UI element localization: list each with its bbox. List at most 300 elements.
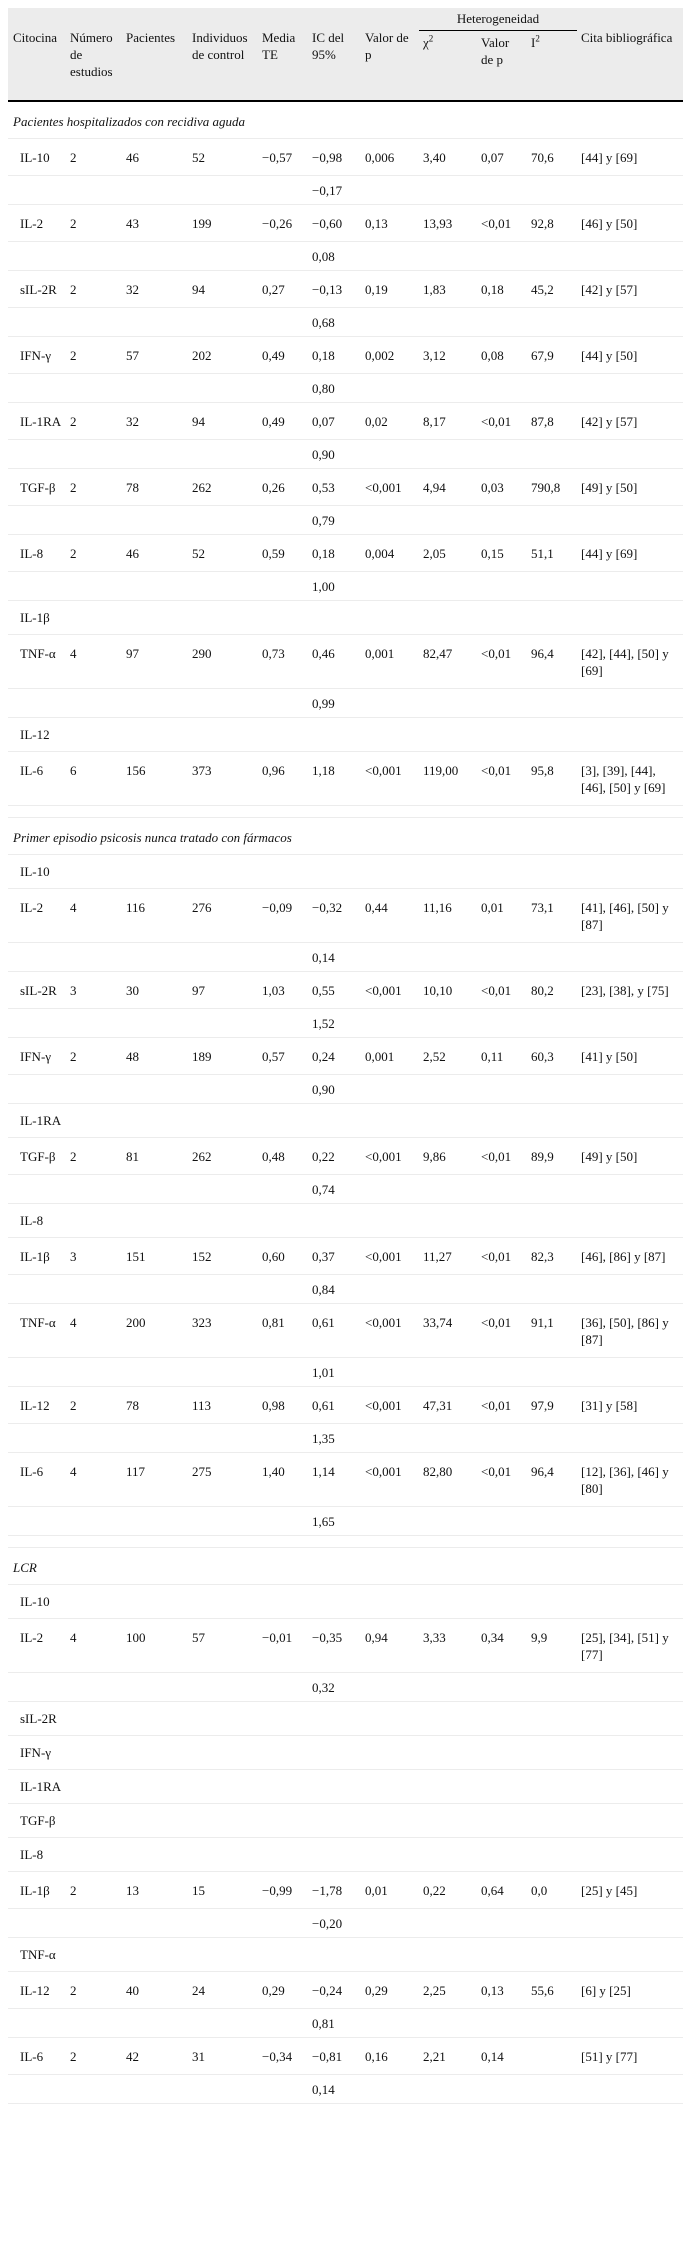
table-row [8, 403, 683, 440]
cell-studies: 2 [66, 1387, 122, 1424]
cell-studies: 4 [66, 1304, 122, 1358]
cell-cytokine: IL-2 [8, 1619, 66, 1673]
table-row [8, 718, 683, 752]
cell-controls: 262 [188, 1138, 258, 1175]
cell-empty [188, 506, 258, 535]
cell-studies: 4 [66, 1619, 122, 1673]
cell-ci-low: −1,78 [308, 1872, 361, 1909]
cell-cytokine: TGF-β [8, 469, 66, 506]
cell-mean-te: 0,48 [258, 1138, 308, 1175]
table-row-continuation [8, 2009, 683, 2038]
cell-cytokine: TNF-α [8, 635, 66, 689]
cell-p-value: 0,006 [361, 139, 419, 176]
table-header [8, 8, 683, 101]
cell-empty [258, 1358, 308, 1387]
cell-p-value: <0,001 [361, 752, 419, 806]
cell-patients: 43 [122, 205, 188, 242]
cell-empty [66, 1424, 122, 1453]
cell-empty [577, 2009, 683, 2038]
cell-empty [419, 242, 477, 271]
cell-empty [361, 2009, 419, 2038]
cell-empty [66, 1175, 122, 1204]
cell-ci-high: −0,20 [308, 1909, 361, 1938]
cell-controls [188, 1702, 258, 1736]
cell-studies: 2 [66, 1138, 122, 1175]
cell-empty [477, 440, 527, 469]
cell-empty [188, 440, 258, 469]
table-row [8, 855, 683, 889]
cell-studies [66, 1104, 122, 1138]
cell-het-p: 0,13 [477, 1972, 527, 2009]
table-row-continuation [8, 572, 683, 601]
cell-mean-te [258, 1736, 308, 1770]
table-row [8, 635, 683, 689]
cell-empty [188, 308, 258, 337]
cell-patients [122, 1104, 188, 1138]
cell-patients [122, 1204, 188, 1238]
cell-controls: 52 [188, 535, 258, 572]
cell-controls: 323 [188, 1304, 258, 1358]
cell-ci-high: 0,68 [308, 308, 361, 337]
cell-mean-te [258, 1770, 308, 1804]
table-row [8, 1702, 683, 1736]
cell-empty [419, 2009, 477, 2038]
cell-het-p: <0,01 [477, 1238, 527, 1275]
cell-cytokine: sIL-2R [8, 1702, 66, 1736]
cell-cytokine: IL-10 [8, 855, 66, 889]
table-row [8, 1619, 683, 1673]
cell-ci-high: −0,17 [308, 176, 361, 205]
cell-controls [188, 1104, 258, 1138]
cell-het-p [477, 718, 527, 752]
table-row-continuation [8, 1075, 683, 1104]
cell-p-value: 0,94 [361, 1619, 419, 1673]
cell-empty [527, 1009, 577, 1038]
cell-empty [122, 2009, 188, 2038]
cell-empty [577, 1275, 683, 1304]
cell-het-p: <0,01 [477, 752, 527, 806]
cell-ci-low: −0,13 [308, 271, 361, 308]
cell-mean-te: −0,99 [258, 1872, 308, 1909]
cell-p-value: 0,001 [361, 1038, 419, 1075]
cell-mean-te [258, 1585, 308, 1619]
cell-chi2: 11,27 [419, 1238, 477, 1275]
table-row [8, 1204, 683, 1238]
header-valor-p: Valor de p [361, 8, 419, 101]
cell-empty [361, 2075, 419, 2104]
cell-i2: 96,4 [527, 635, 577, 689]
cell-empty [527, 1909, 577, 1938]
cell-p-value [361, 1838, 419, 1872]
cell-chi2 [419, 1736, 477, 1770]
cell-empty [122, 1424, 188, 1453]
cell-reference: [41], [46], [50] y [87] [577, 889, 683, 943]
section-title: Primer episodio psicosis nunca tratado con fármacos [8, 818, 683, 855]
cell-cytokine: IL-6 [8, 752, 66, 806]
cell-studies: 4 [66, 1453, 122, 1507]
cell-mean-te [258, 1104, 308, 1138]
header-chi2 [419, 31, 477, 102]
cell-ci-low: −0,60 [308, 205, 361, 242]
cell-empty [477, 2075, 527, 2104]
cell-het-p: 0,11 [477, 1038, 527, 1075]
cell-chi2: 11,16 [419, 889, 477, 943]
cell-controls [188, 1938, 258, 1972]
cell-empty [577, 1175, 683, 1204]
cell-cytokine: IL-8 [8, 1838, 66, 1872]
cell-patients: 42 [122, 2038, 188, 2075]
cell-empty [188, 1358, 258, 1387]
cell-empty [258, 1909, 308, 1938]
cell-patients: 200 [122, 1304, 188, 1358]
cell-studies [66, 1736, 122, 1770]
cell-empty [258, 689, 308, 718]
cell-mean-te [258, 1938, 308, 1972]
cell-reference: [42], [44], [50] y [69] [577, 635, 683, 689]
cell-het-p: <0,01 [477, 1138, 527, 1175]
cell-empty [122, 1507, 188, 1536]
cell-reference [577, 601, 683, 635]
cell-i2 [527, 1104, 577, 1138]
cytokine-meta-analysis-table [8, 8, 683, 2104]
cell-empty [527, 440, 577, 469]
cell-controls: 57 [188, 1619, 258, 1673]
cell-empty [577, 1507, 683, 1536]
cell-chi2: 9,86 [419, 1138, 477, 1175]
cell-chi2 [419, 601, 477, 635]
table-row [8, 1804, 683, 1838]
cell-empty [66, 1009, 122, 1038]
cell-reference [577, 855, 683, 889]
cell-mean-te: 0,81 [258, 1304, 308, 1358]
cell-empty [477, 176, 527, 205]
cell-empty [419, 1358, 477, 1387]
cell-empty [361, 1009, 419, 1038]
cell-empty [122, 1358, 188, 1387]
cell-empty [577, 689, 683, 718]
cell-empty [258, 1507, 308, 1536]
cell-het-p: 0,15 [477, 535, 527, 572]
cell-controls: 52 [188, 139, 258, 176]
cell-empty [122, 440, 188, 469]
cell-p-value: <0,001 [361, 972, 419, 1009]
cell-chi2: 10,10 [419, 972, 477, 1009]
table-row [8, 1104, 683, 1138]
cell-mean-te [258, 855, 308, 889]
header-numero-estudios: Número de estudios [66, 8, 122, 101]
cell-empty [527, 572, 577, 601]
table-row [8, 1736, 683, 1770]
cell-empty [8, 1175, 66, 1204]
cell-empty [361, 308, 419, 337]
cell-controls [188, 855, 258, 889]
cell-ci-low: 0,61 [308, 1387, 361, 1424]
cell-chi2 [419, 1838, 477, 1872]
cell-empty [419, 1275, 477, 1304]
table-row [8, 1138, 683, 1175]
table-row-continuation [8, 506, 683, 535]
cell-studies: 2 [66, 1872, 122, 1909]
cell-reference [577, 1104, 683, 1138]
cell-het-p: <0,01 [477, 1453, 527, 1507]
cell-patients [122, 855, 188, 889]
table-row [8, 972, 683, 1009]
cell-p-value [361, 1104, 419, 1138]
cell-patients: 46 [122, 535, 188, 572]
cell-chi2 [419, 1804, 477, 1838]
cell-empty [66, 374, 122, 403]
cell-reference: [25] y [45] [577, 1872, 683, 1909]
table-row-continuation [8, 1175, 683, 1204]
cell-empty [419, 572, 477, 601]
cell-studies [66, 1204, 122, 1238]
table-row-continuation [8, 440, 683, 469]
cell-empty [66, 1507, 122, 1536]
cell-empty [122, 572, 188, 601]
cell-p-value: 0,16 [361, 2038, 419, 2075]
cell-empty [188, 1175, 258, 1204]
cell-controls: 290 [188, 635, 258, 689]
section-title: LCR [8, 1548, 683, 1585]
cell-empty [527, 2009, 577, 2038]
cell-empty [8, 1075, 66, 1104]
cell-empty [122, 2075, 188, 2104]
cell-empty [122, 506, 188, 535]
cell-i2 [527, 1702, 577, 1736]
cell-reference: [42] y [57] [577, 271, 683, 308]
cell-reference: [51] y [77] [577, 2038, 683, 2075]
cell-chi2: 47,31 [419, 1387, 477, 1424]
section-header [8, 101, 683, 139]
cell-controls: 94 [188, 271, 258, 308]
cell-patients: 78 [122, 469, 188, 506]
cell-chi2: 13,93 [419, 205, 477, 242]
cell-empty [66, 1909, 122, 1938]
cell-chi2 [419, 1770, 477, 1804]
cell-p-value: 0,29 [361, 1972, 419, 2009]
cell-empty [419, 1009, 477, 1038]
cell-empty [361, 176, 419, 205]
cell-p-value [361, 1702, 419, 1736]
table-row [8, 601, 683, 635]
cell-studies: 2 [66, 469, 122, 506]
cell-empty [477, 572, 527, 601]
cell-empty [477, 2009, 527, 2038]
cell-i2 [527, 601, 577, 635]
cell-patients: 81 [122, 1138, 188, 1175]
cell-p-value [361, 718, 419, 752]
cell-cytokine: IL-12 [8, 1387, 66, 1424]
cell-patients: 117 [122, 1453, 188, 1507]
cell-empty [361, 1507, 419, 1536]
cell-mean-te [258, 1838, 308, 1872]
header-het-valor-p: Valor de p [477, 31, 527, 102]
cell-cytokine: TNF-α [8, 1938, 66, 1972]
cell-controls: 276 [188, 889, 258, 943]
table-row-continuation [8, 1358, 683, 1387]
cell-empty [8, 2075, 66, 2104]
cell-i2: 55,6 [527, 1972, 577, 2009]
cell-empty [188, 374, 258, 403]
cell-chi2: 3,33 [419, 1619, 477, 1673]
cell-empty [419, 943, 477, 972]
cell-empty [258, 1075, 308, 1104]
cell-i2: 87,8 [527, 403, 577, 440]
cell-empty [188, 2009, 258, 2038]
cell-i2: 96,4 [527, 1453, 577, 1507]
cell-empty [188, 943, 258, 972]
cell-ci-low: −0,81 [308, 2038, 361, 2075]
cell-patients [122, 1770, 188, 1804]
cell-controls: 189 [188, 1038, 258, 1075]
cell-controls: 113 [188, 1387, 258, 1424]
cell-ci-low [308, 1204, 361, 1238]
table-row [8, 1770, 683, 1804]
cell-i2: 97,9 [527, 1387, 577, 1424]
cell-patients [122, 1702, 188, 1736]
cell-patients: 156 [122, 752, 188, 806]
cell-het-p: <0,01 [477, 1387, 527, 1424]
cell-ci-low: 0,46 [308, 635, 361, 689]
cell-studies: 2 [66, 139, 122, 176]
cell-p-value [361, 1804, 419, 1838]
cell-mean-te: 0,49 [258, 403, 308, 440]
cell-empty [477, 374, 527, 403]
cell-chi2: 82,80 [419, 1453, 477, 1507]
cell-cytokine: IL-6 [8, 1453, 66, 1507]
cell-controls: 202 [188, 337, 258, 374]
cell-controls [188, 1770, 258, 1804]
cell-empty [66, 1075, 122, 1104]
cell-empty [258, 242, 308, 271]
cell-chi2: 1,83 [419, 271, 477, 308]
cell-empty [419, 1075, 477, 1104]
cell-mean-te: 0,29 [258, 1972, 308, 2009]
cell-empty [122, 1275, 188, 1304]
cell-mean-te: 0,98 [258, 1387, 308, 1424]
cell-empty [477, 308, 527, 337]
cell-chi2 [419, 855, 477, 889]
cell-mean-te: 0,59 [258, 535, 308, 572]
cell-reference: [3], [39], [44], [46], [50] y [69] [577, 752, 683, 806]
cell-ci-low [308, 601, 361, 635]
cell-empty [188, 176, 258, 205]
cell-i2: 45,2 [527, 271, 577, 308]
cell-patients [122, 1804, 188, 1838]
cell-i2: 73,1 [527, 889, 577, 943]
cell-empty [527, 1673, 577, 1702]
cell-cytokine: TGF-β [8, 1804, 66, 1838]
cell-empty [122, 1009, 188, 1038]
cell-p-value: 0,002 [361, 337, 419, 374]
cell-ci-low: 0,61 [308, 1304, 361, 1358]
cell-het-p: 0,14 [477, 2038, 527, 2075]
table-row-continuation [8, 1673, 683, 1702]
cell-reference [577, 1770, 683, 1804]
cell-empty [66, 2009, 122, 2038]
cell-ci-low [308, 1736, 361, 1770]
cell-ci-low [308, 1702, 361, 1736]
cell-het-p: 0,07 [477, 139, 527, 176]
cell-empty [477, 1673, 527, 1702]
cell-studies [66, 1804, 122, 1838]
cell-empty [419, 1673, 477, 1702]
cell-patients [122, 601, 188, 635]
chi-superscript: 2 [428, 33, 434, 44]
cell-het-p: 0,64 [477, 1872, 527, 1909]
cell-empty [258, 1673, 308, 1702]
cell-patients: 46 [122, 139, 188, 176]
section-header [8, 818, 683, 855]
cell-empty [8, 1909, 66, 1938]
cell-mean-te: −0,01 [258, 1619, 308, 1673]
cell-ci-high: 0,80 [308, 374, 361, 403]
cell-empty [258, 1175, 308, 1204]
section-header [8, 1548, 683, 1585]
cell-empty [258, 440, 308, 469]
i-symbol: I [531, 35, 536, 50]
cell-studies [66, 1938, 122, 1972]
cell-het-p: <0,01 [477, 1304, 527, 1358]
header-media-te: Media TE [258, 8, 308, 101]
cell-empty [66, 572, 122, 601]
cell-cytokine: TGF-β [8, 1138, 66, 1175]
table-row-continuation [8, 1909, 683, 1938]
cell-i2: 70,6 [527, 139, 577, 176]
cell-ci-high: 1,01 [308, 1358, 361, 1387]
cell-empty [122, 943, 188, 972]
table-row [8, 1453, 683, 1507]
cell-studies [66, 601, 122, 635]
cell-mean-te: 0,27 [258, 271, 308, 308]
cell-mean-te: 0,60 [258, 1238, 308, 1275]
table-row [8, 1938, 683, 1972]
cell-empty [361, 1075, 419, 1104]
table-row [8, 1872, 683, 1909]
cell-reference [577, 1585, 683, 1619]
cell-empty [8, 2009, 66, 2038]
cell-controls: 373 [188, 752, 258, 806]
cell-het-p [477, 1104, 527, 1138]
cell-mean-te: −0,26 [258, 205, 308, 242]
cell-controls: 275 [188, 1453, 258, 1507]
cell-empty [419, 1507, 477, 1536]
table-row [8, 1038, 683, 1075]
cell-chi2: 2,05 [419, 535, 477, 572]
cell-empty [258, 2075, 308, 2104]
cell-p-value [361, 855, 419, 889]
cell-empty [66, 943, 122, 972]
cell-empty [477, 1424, 527, 1453]
cell-ci-low [308, 1938, 361, 1972]
cell-ci-low: 0,24 [308, 1038, 361, 1075]
cell-reference: [44] y [50] [577, 337, 683, 374]
cell-studies: 4 [66, 635, 122, 689]
cell-empty [361, 1358, 419, 1387]
cell-empty [477, 1358, 527, 1387]
cell-empty [419, 1909, 477, 1938]
cell-empty [8, 440, 66, 469]
cell-empty [188, 689, 258, 718]
cell-empty [66, 1673, 122, 1702]
cell-cytokine: IL-1β [8, 1872, 66, 1909]
cell-chi2 [419, 718, 477, 752]
cell-empty [8, 1673, 66, 1702]
cell-p-value: 0,001 [361, 635, 419, 689]
table-row-continuation [8, 374, 683, 403]
cell-het-p [477, 1702, 527, 1736]
cell-controls: 15 [188, 1872, 258, 1909]
